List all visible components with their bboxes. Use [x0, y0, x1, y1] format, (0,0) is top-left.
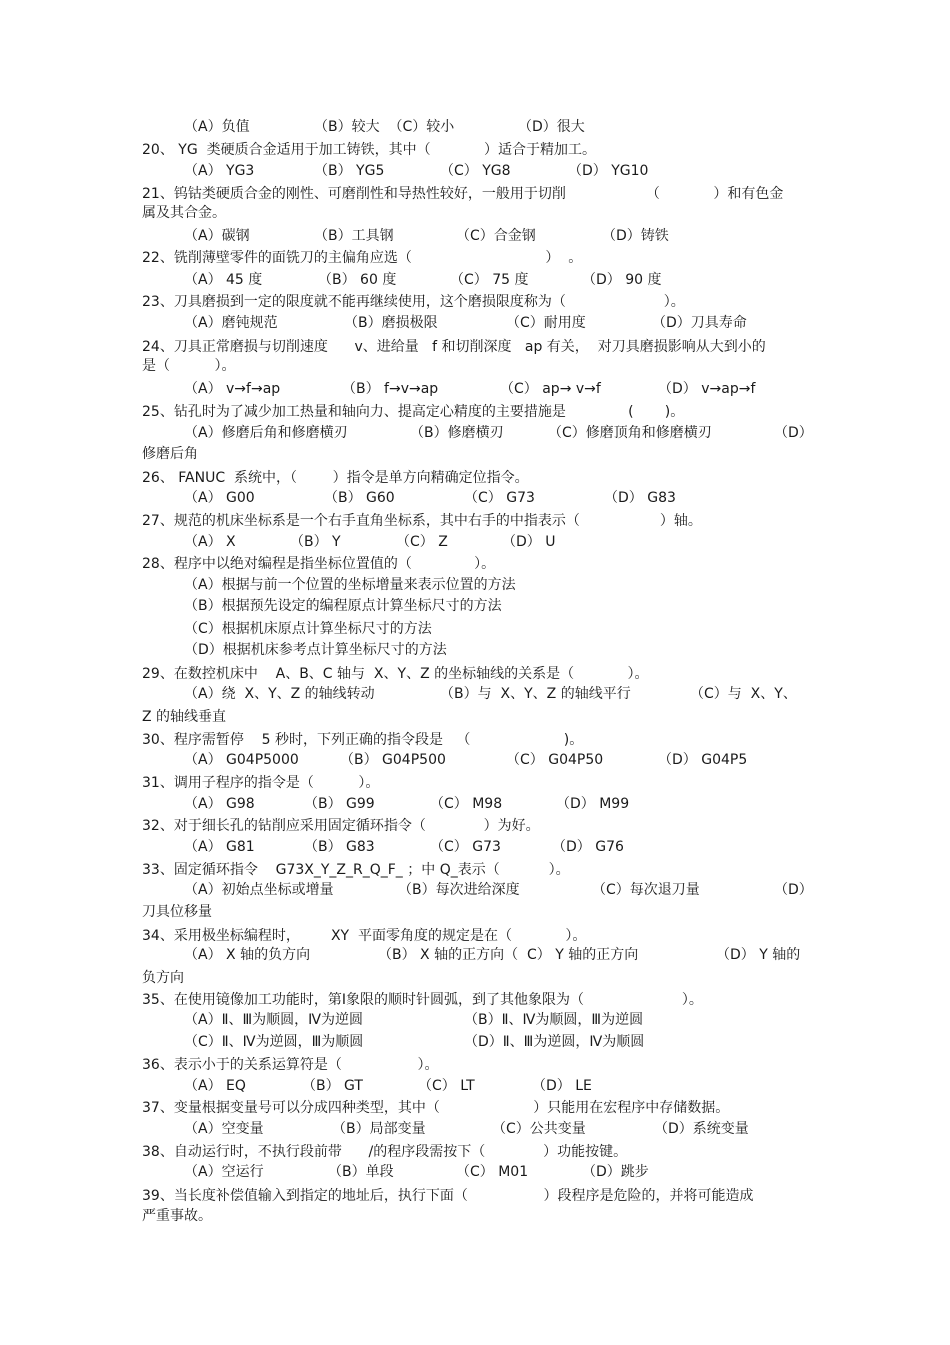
option-c: （C）根据机床原点计算坐标尺寸的方法: [184, 621, 432, 637]
option-a: （A） X 轴的负方向: [184, 947, 311, 963]
option-c: （C） 75 度: [450, 272, 529, 288]
option-c: （C） ap→ v→f: [500, 381, 601, 397]
option-a: （A） 45 度: [184, 272, 263, 288]
question-21-cont: 属及其合金。: [142, 205, 226, 221]
option-b: （B）根据预先设定的编程原点计算坐标尺寸的方法: [184, 598, 502, 614]
option-b: （B） Y: [290, 534, 341, 550]
option-b: （B） G83: [304, 839, 375, 855]
question-36: 36、表示小于的关系运算符是（ ）。: [142, 1057, 439, 1073]
option-d: （D） v→ap→f: [658, 381, 756, 397]
option-c: （C） Z: [396, 534, 448, 550]
option-c: （C） G73: [430, 839, 501, 855]
question-26: 26、 FANUC 系统中，（ ）指令是单方向精确定位指令。: [142, 470, 529, 486]
question-37: 37、变量根据变量号可以分成四种类型，其中（ ）只能用在宏程序中存储数据。: [142, 1100, 730, 1116]
question-30: 30、程序需暂停 5 秒时，下列正确的指令段是 （ )。: [142, 732, 584, 748]
option-a: （A） G04P5000: [184, 752, 299, 768]
option-b: （B）局部变量: [332, 1121, 426, 1137]
option-c: （C）修磨顶角和修磨横刃: [548, 425, 712, 441]
question-34: 34、采用极坐标编程时， XY 平面零角度的规定是在（ ）。: [142, 928, 587, 944]
option-c: （C）Ⅱ、Ⅳ为逆圆，Ⅲ为顺圆: [184, 1034, 364, 1050]
option-d: （D）: [774, 425, 813, 441]
question-38: 38、自动运行时，不执行段前带 /的程序段需按下（ ）功能按键。: [142, 1144, 628, 1160]
option-d: （D） G76: [552, 839, 624, 855]
option-a: （A）磨钝规范: [184, 315, 278, 331]
option-a: （A）空运行: [184, 1164, 264, 1180]
option-a: （A）空变量: [184, 1121, 264, 1137]
option-d: （D） YG10: [568, 163, 649, 179]
option-a: （A）Ⅱ、Ⅲ为顺圆，Ⅳ为逆圆: [184, 1012, 364, 1028]
option-a: （A）碳钢: [184, 228, 250, 244]
option-c: （C） G73: [464, 490, 535, 506]
question-29: 29、在数控机床中 A、B、C 轴与 X、Y、Z 的坐标轴线的关系是（ ）。: [142, 666, 649, 682]
option-c: （C） M01: [456, 1164, 529, 1180]
option-c: （C） YG8: [440, 163, 511, 179]
option-b: （B） YG5: [314, 163, 385, 179]
option-a: （A） X: [184, 534, 236, 550]
question-39: 39、当长度补偿值输入到指定的地址后，执行下面（ ）段程序是危险的，并将可能造成: [142, 1188, 754, 1204]
option-b: （B） f→v→ap: [342, 381, 439, 397]
option-b-c: （B） X 轴的正方向（ C） Y 轴的正方向: [378, 947, 639, 963]
question-24-cont: 是（ ）。: [142, 358, 236, 374]
question-39-cont: 严重事故。: [142, 1208, 212, 1224]
question-25: 25、钻孔时为了减少加工热量和轴向力、提高定心精度的主要措施是 ( )。: [142, 404, 685, 420]
option-d: （D） G83: [604, 490, 676, 506]
option-c: （C）与 X、Y、: [690, 686, 797, 702]
option-a: （A） v→f→ap: [184, 381, 281, 397]
option-d: （D） LE: [532, 1078, 592, 1094]
question-23: 23、刀具磨损到一定的限度就不能再继续使用，这个磨损限度称为（ ）。: [142, 294, 685, 310]
option-c: （C） G04P50: [506, 752, 604, 768]
question-20: 20、 YG 类硬质合金适用于加工铸铁，其中（ ）适合于精加工。: [142, 142, 596, 158]
option-b: （B）与 X、Y、Z 的轴线平行: [440, 686, 631, 702]
question-33: 33、固定循环指令 G73X_Y_Z_R_Q_F_ ；中 Q_表示（ ）。: [142, 862, 570, 878]
option-a: （A） G00: [184, 490, 255, 506]
option-d: （D） 90 度: [582, 272, 662, 288]
option-a: （A） YG3: [184, 163, 255, 179]
option-d: （D）系统变量: [654, 1121, 749, 1137]
option-d: （D）Ⅱ、Ⅲ为逆圆，Ⅳ为顺圆: [464, 1034, 645, 1050]
question-28: 28、程序中以绝对编程是指坐标位置值的（ ）。: [142, 556, 496, 572]
option-b-c: （B）较大 （C）较小: [314, 119, 455, 135]
option-b: （B） 60 度: [318, 272, 397, 288]
question-21: 21、钨钴类硬质合金的刚性、可磨削性和导热性较好，一般用于切削 （ ）和有色金: [142, 186, 784, 202]
option-d: （D）跳步: [582, 1164, 649, 1180]
question-22: 22、铣削薄壁零件的面铣刀的主偏角应选（ ） 。: [142, 250, 583, 266]
option-d: （D） Y 轴的: [716, 947, 801, 963]
question-35: 35、在使用镜像加工功能时，第Ⅰ象限的顺时针圆弧，到了其他象限为（ ）。: [142, 992, 703, 1008]
option-d: （D）刀具寿命: [652, 315, 747, 331]
option-d: （D）根据机床参考点计算坐标尺寸的方法: [184, 642, 447, 658]
question-32: 32、对于细长孔的钻削应采用固定循环指令（ ）为好。: [142, 818, 540, 834]
option-b: （B） G99: [304, 796, 375, 812]
option-a: （A） G81: [184, 839, 255, 855]
option-d: （D）很大: [518, 119, 585, 135]
option-c: （C） LT: [418, 1078, 475, 1094]
question-34-cont: 负方向: [142, 970, 184, 986]
option-b: （B）单段: [328, 1164, 394, 1180]
option-a: （A）负值: [184, 119, 250, 135]
option-d: （D） M99: [556, 796, 630, 812]
option-a: （A）初始点坐标或增量: [184, 882, 334, 898]
option-b: （B）磨损极限: [344, 315, 438, 331]
question-27: 27、规范的机床坐标系是一个右手直角坐标系，其中右手的中指表示（ ）轴。: [142, 513, 702, 529]
option-b: （B） GT: [302, 1078, 363, 1094]
option-a: （A）修磨后角和修磨横刃: [184, 425, 348, 441]
question-29-cont: Z 的轴线垂直: [142, 709, 227, 725]
option-a: （A）绕 X、Y、Z 的轴线转动: [184, 686, 375, 702]
option-c: （C）公共变量: [492, 1121, 586, 1137]
option-a: （A） G98: [184, 796, 255, 812]
option-c: （C）合金钢: [456, 228, 536, 244]
question-31: 31、调用子程序的指令是（ ）。: [142, 775, 380, 791]
option-b: （B）修磨横刃: [410, 425, 504, 441]
option-c: （C）每次退刀量: [592, 882, 700, 898]
option-b: （B）Ⅱ、Ⅳ为顺圆，Ⅲ为逆圆: [464, 1012, 644, 1028]
option-d: （D） U: [502, 534, 556, 550]
option-c: （C）耐用度: [506, 315, 586, 331]
option-b: （B）工具钢: [314, 228, 394, 244]
question-24: 24、刀具正常磨损与切削速度 v、进给量 f 和切削深度 ap 有关， 对刀具磨损影响从大到小的: [142, 339, 766, 355]
question-33-cont: 刀具位移量: [142, 904, 212, 920]
option-b: （B）每次进给深度: [398, 882, 520, 898]
option-a: （A）根据与前一个位置的坐标增量来表示位置的方法: [184, 577, 516, 593]
option-d: （D）: [774, 882, 813, 898]
option-b: （B） G60: [324, 490, 395, 506]
option-c: （C） M98: [430, 796, 503, 812]
option-b: （B） G04P500: [340, 752, 446, 768]
option-a: （A） EQ: [184, 1078, 246, 1094]
option-d: （D）铸铁: [602, 228, 669, 244]
question-25-cont: 修磨后角: [142, 446, 198, 462]
option-d: （D） G04P5: [658, 752, 748, 768]
